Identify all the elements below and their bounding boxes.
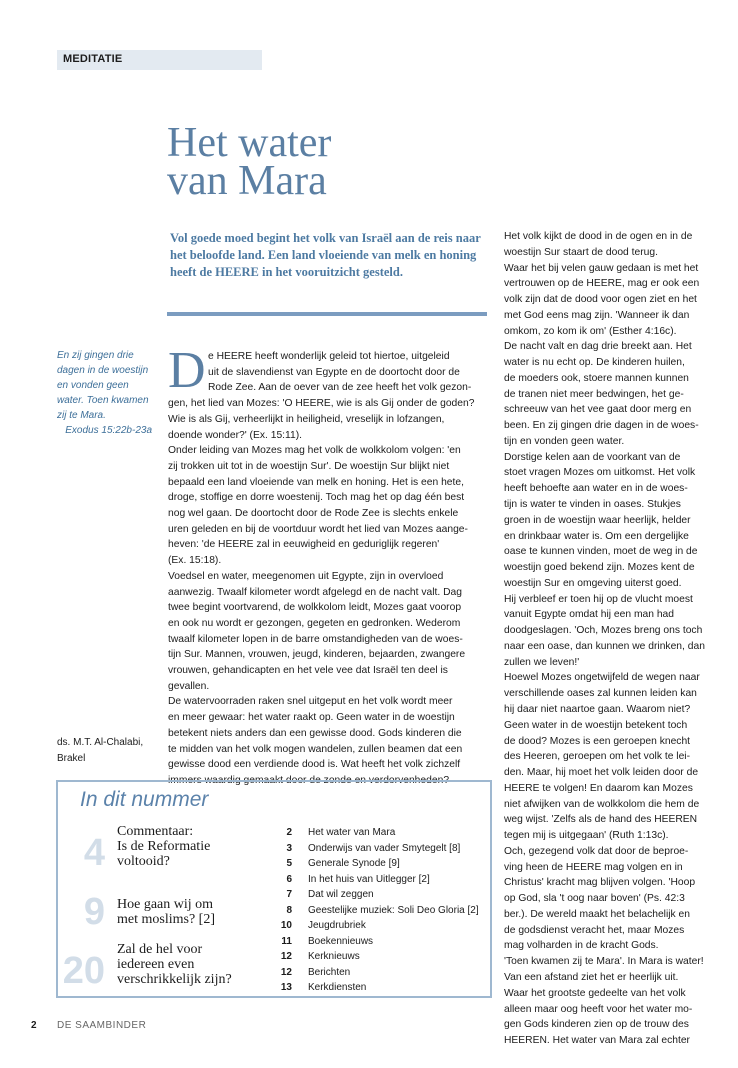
feature-page-number: 4 bbox=[83, 832, 105, 874]
verse-reference: Exodus 15:22b-23a bbox=[65, 425, 152, 437]
body-line: (Ex. 15:18). bbox=[168, 555, 222, 567]
body-line: Geen water in de woestijn betekent toch bbox=[504, 719, 688, 731]
body-line: zij trokken uit tot in de woestijn Sur'. De woestijn Sur blijkt niet bbox=[168, 460, 450, 472]
body-line: been. En zij gingen drie dagen in de woes- bbox=[504, 420, 699, 432]
body-line: nog wel gaan. De doortocht door de Rode Zee is slechts enkele bbox=[168, 508, 459, 520]
feature-line: Zal de hel voor bbox=[117, 942, 203, 957]
author-name: ds. M.T. Al-Chalabi, bbox=[57, 737, 144, 748]
body-line: vertrouwen op de HEERE, mag er ook een bbox=[504, 278, 700, 290]
toc-title-text: Kerkdiensten bbox=[308, 982, 367, 993]
body-line: naar een oase, dan kunnen we drinken, dan bbox=[504, 640, 705, 652]
body-line: Voedsel en water, meegenomen uit Egypte, zijn in overvloed bbox=[168, 570, 444, 582]
body-line: Hij verbleef er toen hij op de vlucht moest bbox=[504, 593, 693, 605]
verse-line: water. Toen kwamen bbox=[57, 395, 149, 407]
section-tab bbox=[57, 50, 262, 70]
body-line: Onder leiding van Mozes mag het volk de wolkkolom volgen: 'en bbox=[168, 445, 461, 457]
body-line: betekent niets anders dan een gewisse dood. Gods kinderen die bbox=[168, 727, 462, 739]
toc-page-number: 13 bbox=[280, 982, 292, 993]
body-line: en drinkbaar water is. Om een dergelijke bbox=[504, 530, 689, 542]
body-line: stoet vragen Mozes om uitkomst. Het volk bbox=[504, 467, 696, 479]
toc-title-text: Onderwijs van vader Smytegelt [8] bbox=[308, 842, 461, 854]
body-line: immers waardig gemaakt door de zonde en verdorvenheden? bbox=[168, 774, 450, 786]
body-line: gen, het lied van Mozes: 'O HEERE, wie is als Gij onder de goden? bbox=[168, 398, 475, 410]
body-line: ving heen de HEERE mag volgen en in bbox=[504, 861, 683, 873]
body-line: e HEERE heeft wonderlijk geleid tot hiertoe, uitgeleid bbox=[208, 351, 450, 362]
feature-article[interactable] bbox=[117, 897, 215, 927]
toc-title-text: Generale Synode [9] bbox=[308, 858, 400, 869]
article-intro: Vol goede moed begint het volk van Israël aan de reis naar het beloofde land. Een land vloeiende van melk en honing heeft de HEERE in het vooruitzicht gesteld. bbox=[170, 231, 481, 279]
body-line: weg wijst. 'Zelfs als de hand des HEEREN bbox=[504, 814, 698, 826]
article-column-2 bbox=[504, 229, 710, 1049]
body-line: Christus' kracht mag blijven volgen. 'Hoop bbox=[504, 877, 696, 889]
body-line: verschillende oases zal kunnen leiden kan bbox=[504, 688, 697, 700]
footer-magazine-name: DE SAAMBINDER bbox=[57, 1020, 147, 1031]
toc-page-number: 12 bbox=[280, 966, 292, 978]
body-line: tijn en vonden geen water. bbox=[504, 435, 625, 447]
body-line: op God, sla 't oog naar boven' (Ps. 42:3 bbox=[504, 893, 685, 905]
feature-line: iedereen even bbox=[117, 957, 195, 972]
body-line: De watervoorraden raken snel uitgeput en het volk wordt meer bbox=[168, 696, 453, 708]
body-line: Rode Zee. Aan de oever van de zee heeft het volk gezon- bbox=[208, 382, 472, 394]
body-line: niet afwijken van de wolkkolom die hem de bbox=[504, 798, 700, 810]
intro-divider bbox=[167, 312, 487, 316]
body-line: woestijn Sur en omgeving uiterst goed. bbox=[504, 577, 682, 589]
scripture-quote bbox=[57, 348, 152, 439]
toc-page-number: 5 bbox=[286, 858, 292, 869]
body-line: doodgeslagen. 'Och, Mozes breng ons toch bbox=[504, 625, 703, 637]
feature-article[interactable] bbox=[117, 824, 210, 869]
toc-title-text: Boekennieuws bbox=[308, 935, 374, 947]
verse-line: dagen in de woestijn bbox=[57, 365, 149, 377]
body-line: de moeders ook, stoere mannen kunnen bbox=[504, 372, 689, 384]
toc-title-text: Berichten bbox=[308, 966, 351, 978]
body-line: water is nu echt op. De kinderen huilen, bbox=[504, 357, 685, 369]
feature-line: Commentaar: bbox=[117, 824, 194, 839]
toc-title-text: In het huis van Uitlegger [2] bbox=[308, 873, 430, 885]
toc-page-number: 12 bbox=[280, 951, 292, 962]
verse-line: En zij gingen drie bbox=[57, 350, 134, 361]
article-title bbox=[167, 120, 497, 204]
body-line: Waar het bij velen gauw gedaan is met het bbox=[504, 262, 699, 274]
body-line: groen in de woestijn waar heerlijk, helder bbox=[504, 514, 691, 526]
toc-page-number: 3 bbox=[286, 842, 292, 854]
feature-line: met moslims? [2] bbox=[117, 912, 215, 927]
toc-page-number: 10 bbox=[280, 920, 292, 931]
body-line: des Heeren, geroepen om het volk te lei- bbox=[504, 751, 691, 763]
body-line: aanwezig. Twaalf kilometer wordt afgelegd en de nacht valt. Dag bbox=[168, 586, 463, 598]
toc-page-number: 7 bbox=[286, 889, 292, 900]
body-line: Dorstige kelen aan de voorkant van de bbox=[504, 451, 681, 463]
body-line: doende wonder?' (Ex. 15:11). bbox=[168, 429, 303, 441]
verse-line: en vonden geen bbox=[57, 380, 129, 392]
toc-title-text: Dat wil zeggen bbox=[308, 889, 374, 900]
body-line: Och, gezegend volk dat door de beproe- bbox=[504, 845, 689, 857]
feature-page-number: 9 bbox=[83, 891, 105, 933]
body-line: uren geleden en bij de voortduur wordt het lied van Mozes aange- bbox=[168, 523, 468, 535]
body-line: gewisse dood een verdiende dood is. Wat heeft het volk zichzelf bbox=[168, 759, 461, 771]
body-line: tegen mij is uitgegaan' (Ruth 1:13c). bbox=[504, 830, 669, 842]
toc-page-number: 8 bbox=[286, 904, 292, 916]
verse-line: zij te Mara. bbox=[57, 410, 106, 422]
body-line: twaalf kilometer lopen in de barre omstandigheden van de woes- bbox=[168, 633, 463, 645]
body-line: de tranen niet meer bedwingen, het ge- bbox=[504, 388, 684, 400]
feature-line: verschrikkelijk zijn? bbox=[117, 972, 232, 987]
body-line: gevallen. bbox=[168, 680, 210, 692]
article-column-1 bbox=[168, 342, 498, 789]
feature-line: voltooid? bbox=[117, 854, 170, 869]
title-line-2: van Mara bbox=[167, 158, 327, 204]
author-credit bbox=[57, 735, 157, 766]
body-line: omkom, zo kom ik om' (Esther 4:16c). bbox=[504, 325, 677, 337]
toc-title-text: Jeugdrubriek bbox=[308, 920, 366, 931]
body-line: ber.). De wereld maakt het belachelijk en bbox=[504, 908, 691, 920]
feature-line: Is de Reformatie bbox=[117, 839, 211, 854]
body-line: en ook nu wordt er gezongen, gegeten en gedronken. Wederom bbox=[168, 617, 461, 629]
body-line: heven: 'de HEERE zal in eeuwigheid en geduriglijk regeren' bbox=[168, 539, 440, 551]
body-line: De nacht valt en dag drie breekt aan. Het bbox=[504, 341, 692, 353]
toc-title-text: Het water van Mara bbox=[308, 827, 396, 838]
body-line: woestijn goed bekend zijn. Mozes kent de bbox=[504, 562, 695, 574]
body-line: 'Toen kwamen zij te Mara'. In Mara is water! bbox=[504, 956, 704, 968]
body-line: oase te kunnen vinden, moet de weg in de bbox=[504, 546, 698, 558]
body-line: gen Gods kinderen zien op de trouw des bbox=[504, 1019, 689, 1031]
body-line: met God eens mag zijn. 'Wanneer ik dan bbox=[504, 309, 690, 321]
body-line: Waar het grootste gedeelte van het volk bbox=[504, 987, 686, 999]
body-line: vanuit Egypte omdat hij een man had bbox=[504, 609, 675, 621]
feature-article[interactable] bbox=[117, 942, 232, 987]
body-line: en meer gewaar: het water raakt op. Geen water in de woestijn bbox=[168, 712, 455, 724]
body-line: droge, stoffige en dorre woestenij. Toch mag het op dag één best bbox=[168, 492, 465, 504]
body-line: de dood? Mozes is een geroepen knecht bbox=[504, 735, 691, 747]
body-line: vrouwen, gehandicapten en het vele vee dat Israël ten deel is bbox=[168, 665, 448, 677]
toc-title-text: Kerknieuws bbox=[308, 951, 360, 962]
body-line: den. Maar, hij moet het volk leiden door de bbox=[504, 767, 699, 779]
body-line: Hoewel Mozes ongetwijfeld de wegen naar bbox=[504, 672, 700, 684]
toc-page-number: 6 bbox=[286, 873, 292, 885]
body-line: twee begint voortvarend, de wolkkolom leidt, Mozes gaat voorop bbox=[168, 602, 462, 614]
body-line: uit de slavendienst van Egypte en de doortocht door de bbox=[208, 366, 460, 378]
body-line: Het volk kijkt de dood in de ogen en in de bbox=[504, 231, 693, 242]
drop-cap: D bbox=[168, 342, 206, 399]
body-line: Van een afstand ziet het er heerlijk uit. bbox=[504, 971, 679, 983]
body-line: tijn is water te vinden in oases. Stukjes bbox=[504, 499, 681, 511]
body-line: tijn Sur. Mannen, vrouwen, jeugd, kinderen, bejaarden, zwangere bbox=[168, 649, 466, 661]
body-line: schreeuw van het vee gaat door merg en bbox=[504, 404, 692, 416]
section-label: MEDITATIE bbox=[63, 53, 123, 65]
author-place: Brakel bbox=[57, 752, 86, 764]
toc-title-text: Geestelijke muziek: Soli Deo Gloria [2] bbox=[308, 904, 479, 916]
column-1-lines bbox=[168, 396, 498, 789]
footer-page-number: 2 bbox=[31, 1020, 37, 1031]
feature-line: Hoe gaan wij om bbox=[117, 897, 214, 912]
toc-page-number: 11 bbox=[281, 935, 292, 947]
body-line: Wie is als Gij, verheerlijkt in heiligheid, vreselijk in lofzangen, bbox=[168, 413, 445, 425]
toc-page-number: 2 bbox=[286, 827, 292, 838]
body-line: HEEREN. Het water van Mara zal echter bbox=[504, 1035, 690, 1047]
body-line: mag volharden in de kracht Gods. bbox=[504, 940, 659, 952]
toc-title: In dit nummer bbox=[80, 788, 209, 811]
body-line: HEERE te volgen! En daarom kan Mozes bbox=[504, 782, 693, 794]
body-line: alleen maar oog heeft voor het water mo- bbox=[504, 1003, 693, 1015]
body-line: zullen we leven!' bbox=[504, 656, 580, 668]
feature-page-number: 20 bbox=[62, 950, 105, 992]
body-line: te midden van het volk mogen wandelen, zullen beamen dat een bbox=[168, 743, 463, 755]
body-line: heeft behoefte aan water en in de woes- bbox=[504, 483, 688, 495]
title-line-1: Het water bbox=[167, 120, 332, 166]
body-line: hij daar niet naartoe gaan. Waarom niet? bbox=[504, 703, 691, 715]
body-line: volk zijn dat de dood voor ogen ziet en het bbox=[504, 294, 697, 306]
body-line: bepaald een land vloeiende van melk en honing. Het is een hete, bbox=[168, 476, 464, 488]
body-line: de godsdienst veracht het, maar Mozes bbox=[504, 924, 685, 936]
body-line: woestijn Sur staart de dood terug. bbox=[504, 246, 658, 258]
